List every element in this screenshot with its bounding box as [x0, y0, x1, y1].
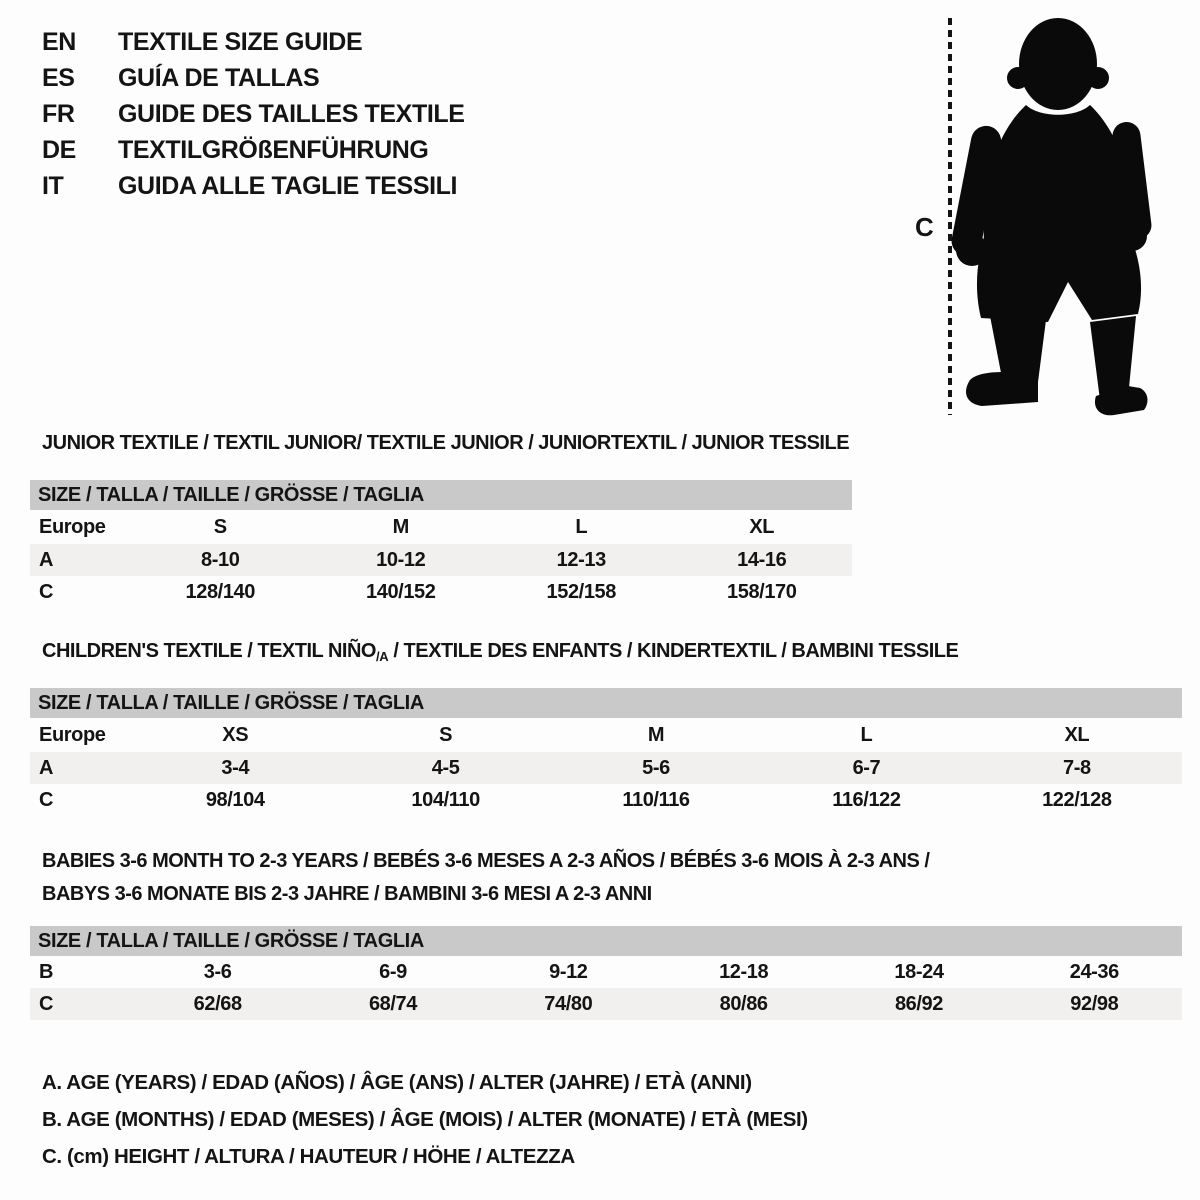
- table-cell: 3-4: [221, 756, 250, 779]
- language-title: TEXTILE SIZE GUIDE: [118, 28, 363, 56]
- babies-section-title: [42, 845, 929, 911]
- table-cell: 74/80: [544, 992, 593, 1015]
- language-row-de: [42, 132, 465, 168]
- row-label: C: [39, 580, 54, 603]
- row-label: B: [39, 960, 54, 983]
- size-columns-row: [30, 510, 852, 544]
- language-title: GUÍA DE TALLAS: [118, 64, 320, 92]
- table-cell: 122/128: [1042, 788, 1112, 811]
- language-row-es: [42, 60, 465, 96]
- children-size-table: [30, 688, 1182, 816]
- table-cell: 24-36: [1069, 960, 1119, 983]
- size-column: XL: [1064, 723, 1090, 746]
- table-cell: 110/116: [622, 788, 690, 811]
- table-cell: 104/110: [411, 788, 480, 811]
- table-row-height: [30, 988, 1182, 1020]
- table-cell: 140/152: [366, 580, 436, 603]
- size-header-text: SIZE / TALLA / TAILLE / GRÖSSE / TAGLIA: [38, 691, 424, 714]
- table-cell: 158/170: [727, 580, 797, 603]
- table-cell: 4-5: [431, 756, 460, 779]
- children-section-title: [42, 640, 958, 664]
- language-code: EN: [42, 28, 76, 56]
- table-cell: 8-10: [201, 548, 240, 571]
- language-code: ES: [42, 64, 75, 92]
- table-cell: 10-12: [376, 548, 426, 571]
- size-header-bar: [30, 480, 852, 510]
- junior-section-title: JUNIOR TEXTILE / TEXTIL JUNIOR/ TEXTILE JUNIOR / JUNIORTEXTIL / JUNIOR TESSILE: [42, 432, 850, 454]
- table-cell: 6-9: [379, 960, 407, 983]
- table-cell: 62/68: [193, 992, 242, 1015]
- region-column-header: Europe: [39, 515, 106, 538]
- legend-line-c: C. (cm) HEIGHT / ALTURA / HAUTEUR / HÖHE / ALTEZZA: [42, 1145, 575, 1168]
- toddler-figure: [900, 8, 1160, 420]
- table-row-height: [30, 784, 1182, 816]
- legend-line-a: A. AGE (YEARS) / EDAD (AÑOS) / ÂGE (ANS) / ALTER (JAHRE) / ETÀ (ANNI): [42, 1071, 752, 1094]
- measurement-legend: [42, 1064, 808, 1175]
- language-title-list: [42, 24, 465, 204]
- table-cell: 80/86: [719, 992, 768, 1015]
- legend-line-b: B. AGE (MONTHS) / EDAD (MESES) / ÂGE (MOIS) / ALTER (MONATE) / ETÀ (MESI): [42, 1108, 808, 1131]
- babies-title-line2: BABYS 3-6 MONATE BIS 2-3 JAHRE / BAMBINI 3-6 MESI A 2-3 ANNI: [42, 883, 652, 905]
- table-cell: 18-24: [894, 960, 944, 983]
- size-column: XL: [749, 515, 775, 538]
- table-cell: 12-18: [719, 960, 769, 983]
- babies-size-table: [30, 926, 1182, 1020]
- children-title-post: / TEXTILE DES ENFANTS / KINDERTEXTIL / BAMBINI TESSILE: [388, 640, 959, 662]
- table-cell: 7-8: [1062, 756, 1091, 779]
- language-title: GUIDE DES TAILLES TEXTILE: [118, 100, 465, 128]
- language-title: GUIDA ALLE TAGLIE TESSILI: [118, 172, 458, 200]
- children-title-pre: CHILDREN'S TEXTILE / TEXTIL NIÑO: [42, 640, 376, 662]
- table-cell: 86/92: [894, 992, 943, 1015]
- table-cell: 6-7: [852, 756, 881, 779]
- table-cell: 116/122: [832, 788, 901, 811]
- table-row-age: [30, 752, 1182, 784]
- table-cell: 68/74: [368, 992, 418, 1015]
- size-column: M: [392, 515, 409, 538]
- table-cell: 9-12: [549, 960, 588, 983]
- babies-title-line1: BABIES 3-6 MONTH TO 2-3 YEARS / BEBÉS 3-6 MESES A 2-3 AÑOS / BÉBÉS 3-6 MOIS À 2-3 ANS /: [42, 850, 930, 872]
- size-columns-row: [30, 718, 1182, 752]
- toddler-silhouette: [949, 18, 1153, 415]
- size-header-bar: [30, 926, 1182, 956]
- language-row-it: [42, 168, 465, 204]
- table-cell: 3-6: [203, 960, 232, 983]
- table-cell: 14-16: [737, 548, 787, 571]
- language-code: DE: [42, 136, 76, 164]
- language-row-fr: [42, 96, 465, 132]
- size-column: S: [213, 515, 227, 538]
- table-row-height: [30, 576, 852, 608]
- table-cell: 5-6: [642, 756, 670, 779]
- table-row-age: [30, 544, 852, 576]
- language-code: IT: [42, 172, 64, 200]
- size-column: L: [575, 515, 588, 538]
- size-column: XS: [222, 723, 249, 746]
- table-cell: 12-13: [556, 548, 606, 571]
- region-column-header: Europe: [39, 723, 106, 746]
- language-title: TEXTILGRÖßENFÜHRUNG: [118, 136, 429, 164]
- children-title-subscript: /A: [375, 649, 389, 664]
- row-label: A: [39, 548, 54, 571]
- size-column: L: [860, 723, 873, 746]
- row-label: C: [39, 992, 54, 1015]
- size-header-bar: [30, 688, 1182, 718]
- table-cell: 152/158: [546, 580, 616, 603]
- junior-size-table: [30, 480, 852, 608]
- table-cell: 92/98: [1070, 992, 1119, 1015]
- language-code: FR: [42, 100, 75, 128]
- height-measure-label: C: [915, 212, 934, 242]
- size-column: M: [647, 723, 665, 746]
- size-column: S: [439, 723, 453, 746]
- language-row-en: [42, 24, 465, 60]
- size-header-text: SIZE / TALLA / TAILLE / GRÖSSE / TAGLIA: [38, 929, 424, 952]
- table-cell: 128/140: [185, 580, 255, 603]
- row-label: A: [39, 756, 54, 779]
- size-header-text: SIZE / TALLA / TAILLE / GRÖSSE / TAGLIA: [38, 483, 424, 506]
- row-label: C: [39, 788, 54, 811]
- table-cell: 98/104: [205, 788, 265, 811]
- table-row-age-months: [30, 956, 1182, 988]
